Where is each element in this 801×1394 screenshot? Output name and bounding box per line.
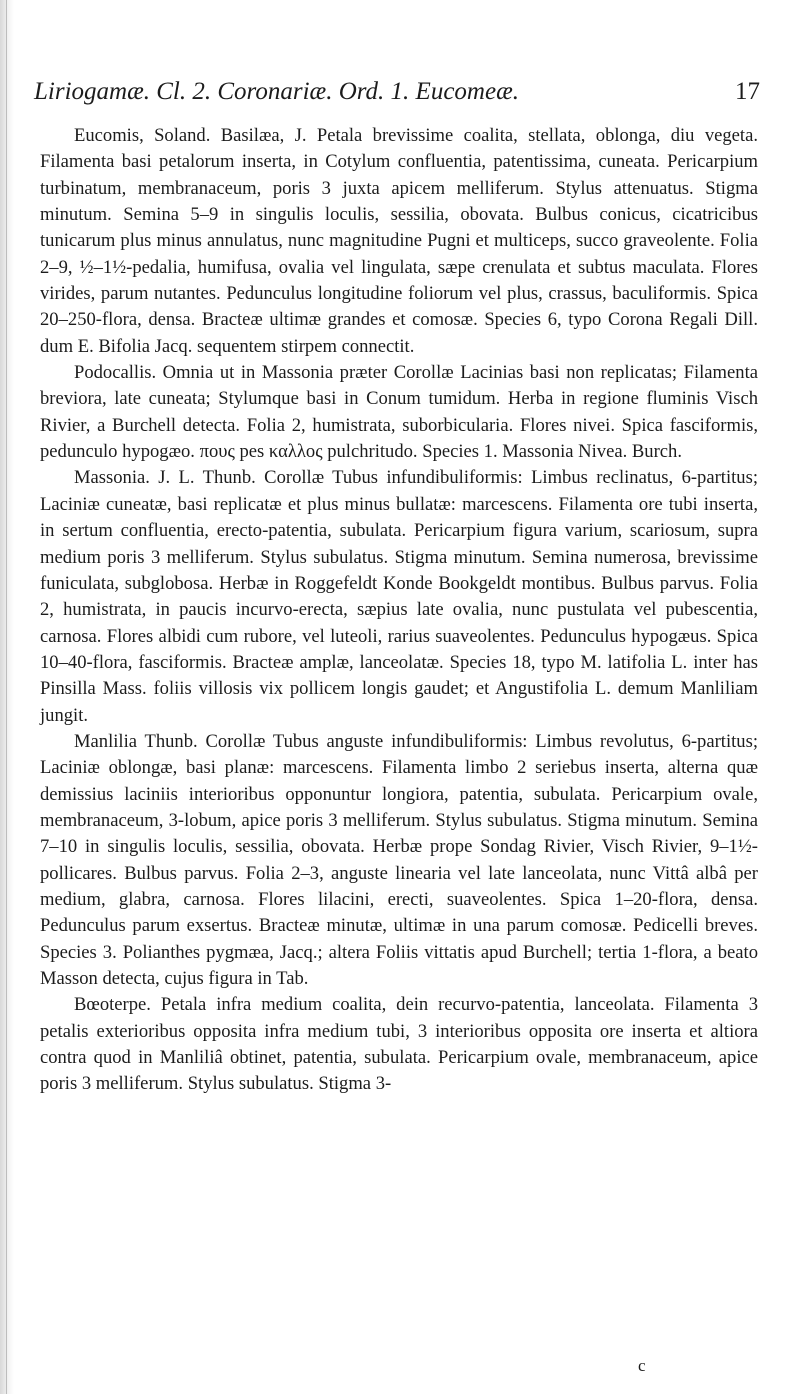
running-header [34,78,760,112]
paragraph-podocallis: Podocallis. Omnia ut in Massonia præter Corollæ Lacinias basi non replicatas; Filamenta breviora, late cuneata; Stylumque basi in Conum tumidum. Herba in regione fluminis Visch Rivier, a Burchell detecta. Folia 2, humistrata, suborbicularia. Flores nivei. Spica fasciformis, pedunculo hypogæo. πους pes καλλος pulchritudo. Species 1. Massonia Nivea. Burch. [40,362,758,463]
paragraph-manlilia: Manlilia Thunb. Corollæ Tubus anguste infundibuliformis: Limbus revolutus, 6-partitus; Laciniæ oblongæ, basi planæ: marcescens. Filamenta limbo 2 seriebus inserta, alterna quæ demissius laciniis interioribus opponuntur longiora, patentia, subulata. Pericarpium ovale, membranaceum, 3-lobum, apice poris 3 melliferum. Stylus subulatus. Stigma minutum. Semina 7–10 in singulis loculis, sessilia, obovata. Herbæ prope Sondag Rivier, Visch Rivier, 9–1½-pollicares. Bulbus parvus. Folia 2–3, anguste linearia vel late lanceolata, nunc Vittâ albâ per medium, glabra, carnosa. Flores lilacini, erecti, suaveolentes. Spica 1–20-flora, densa. Pedunculus parum exsertus. Bracteæ minutæ, ultimæ in una parum comosæ. Pedicelli breves. Species 3. Polianthes pygmæa, Jacq.; altera Foliis vittatis apud Burchell; tertia 1-flora, a beato Masson detecta, cujus figura in Tab. [40,730,758,989]
paragraph-eucomis: Eucomis, Soland. Basilæa, J. Petala brevissime coalita, stellata, oblonga, diu vegeta. Filamenta basi petalorum inserta, in Cotylum confluentia, patentissima, cuneata. Pericarpium turbinatum, membranaceum, poris 3 juxta apicem melliferum. Stylus attenuatus. Stigma minutum. Semina 5–9 in singulis loculis, sessilia, obovata. Bulbus conicus, cicatricibus tunicarum plus minus annulatus, nunc magnitudine Pugni et multiceps, succo graveolente. Folia 2–9, ½–1½-pedalia, humifusa, ovalia vel lingulata, sæpe crenulata et subtus maculata. Flores virides, parum nutantes. Pedunculus longitudine foliorum vel plus, crassus, baculiformis. Spica 20–250-flora, densa. Bracteæ ultimæ grandes et comosæ. Species 6, typo Corona Regali Dill. dum E. Bifolia Jacq. sequentem stirpem connectit. [40,125,758,357]
running-title: Liriogamæ. Cl. 2. Coronariæ. Ord. 1. Eucomeæ. [34,78,519,105]
page-number: 17 [735,78,760,105]
signature-mark: c [638,1356,646,1375]
paragraph-massonia: Massonia. J. L. Thunb. Corollæ Tubus infundibuliformis: Limbus reclinatus, 6-partitus; Laciniæ cuneatæ, basi replicatæ et plus minus bullatæ: marcescens. Filamenta ore tubi inserta, in sertum confluentia, erecto-patentia, subulata. Pericarpium figura varium, scariosum, supra medium poris 3 melliferum. Stylus subulatus. Stigma minutum. Semina numerosa, brevissime funiculata, subglobosa. Herbæ in Roggefeldt Konde Bookgeldt montibus. Bulbus parvus. Folia 2, humistrata, in paucis incurvo-erecta, sæpius late ovalia, nunc pustulata vel pubescentia, carnosa. Flores albidi cum rubore, vel luteoli, rarius suaveolentes. Pedunculus hypogæus. Spica 10–40-flora, fasciformis. Bracteæ amplæ, lanceolatæ. Species 18, typo M. latifolia L. inter has Pinsilla Mass. foliis villosis vix pollicem longis gaudet; et Angustifolia L. demum Manliliam jungit. [40,467,758,726]
page-binding-edge [0,0,14,1394]
text-body [40,123,758,1098]
paragraph-boeoterpe: Bœoterpe. Petala infra medium coalita, dein recurvo-patentia, lanceolata. Filamenta 3 petalis exterioribus opposita infra medium tubi, 3 interioribus opposita ore inserta et altiora contra quod in Manliliâ obtinet, patentia, subulata. Pericarpium ovale, membranaceum, apice poris 3 melliferum. Stylus subulatus. Stigma 3- [40,994,758,1095]
